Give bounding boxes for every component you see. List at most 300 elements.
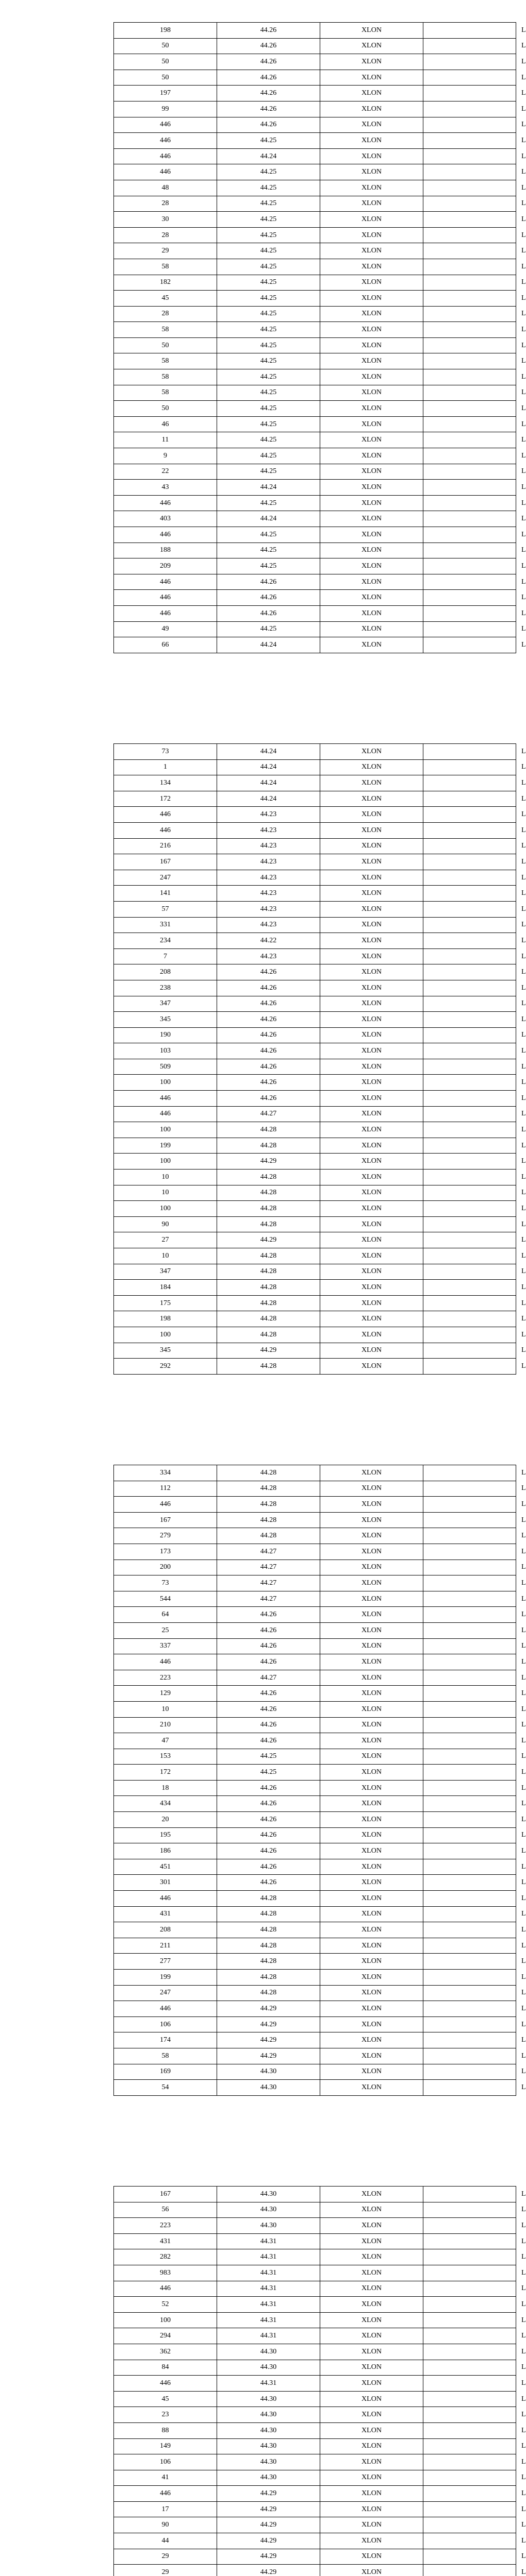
currency-cell: L <box>423 1512 516 1528</box>
table-row <box>114 1859 516 1875</box>
volume-cell: 90 <box>114 1216 217 1232</box>
currency-cell: L <box>423 1154 516 1170</box>
price-cell: 44.26 <box>217 980 320 996</box>
venue-cell: XLON <box>320 306 423 322</box>
table-row <box>114 543 516 558</box>
currency-cell: L <box>423 2565 516 2576</box>
table-row <box>114 448 516 464</box>
currency-cell: L <box>423 1232 516 1248</box>
venue-cell: XLON <box>320 854 423 870</box>
currency-cell: L <box>423 464 516 480</box>
table-row <box>114 511 516 527</box>
price-cell: 44.29 <box>217 2048 320 2064</box>
volume-cell: 174 <box>114 2032 217 2048</box>
currency-cell: L <box>423 1859 516 1875</box>
venue-cell: XLON <box>320 385 423 401</box>
venue-cell: XLON <box>320 1780 423 1796</box>
venue-cell: XLON <box>320 180 423 196</box>
venue-cell: XLON <box>320 1859 423 1875</box>
price-cell: 44.28 <box>217 1185 320 1201</box>
venue-cell: XLON <box>320 2533 423 2549</box>
price-cell: 44.24 <box>217 511 320 527</box>
currency-cell: L <box>423 543 516 558</box>
price-cell: 44.23 <box>217 886 320 902</box>
volume-cell: 10 <box>114 1185 217 1201</box>
venue-cell: XLON <box>320 980 423 996</box>
price-cell: 44.28 <box>217 1216 320 1232</box>
venue-cell: XLON <box>320 2360 423 2376</box>
table-row <box>114 621 516 637</box>
currency-cell: L <box>423 306 516 322</box>
price-cell: 44.25 <box>217 353 320 369</box>
table-row <box>114 2001 516 2017</box>
venue-cell: XLON <box>320 2001 423 2017</box>
currency-cell: L <box>423 574 516 590</box>
volume-cell: 172 <box>114 791 217 807</box>
currency-cell: L <box>423 791 516 807</box>
volume-cell: 347 <box>114 1264 217 1280</box>
venue-cell: XLON <box>320 1138 423 1154</box>
currency-cell: L <box>423 964 516 980</box>
price-cell: 44.27 <box>217 1560 320 1575</box>
currency-cell: L <box>423 38 516 54</box>
table-row <box>114 101 516 117</box>
table-row <box>114 1622 516 1638</box>
venue-cell: XLON <box>320 1796 423 1812</box>
volume-cell: 347 <box>114 996 217 1012</box>
volume-cell: 446 <box>114 1497 217 1513</box>
venue-cell: XLON <box>320 2422 423 2438</box>
venue-cell: XLON <box>320 1591 423 1607</box>
currency-cell: L <box>423 322 516 338</box>
currency-cell: L <box>423 1201 516 1217</box>
currency-cell: L <box>423 1954 516 1970</box>
volume-cell: 446 <box>114 1891 217 1907</box>
venue-cell: XLON <box>320 1970 423 1986</box>
venue-cell: XLON <box>320 1185 423 1201</box>
currency-cell: L <box>423 2328 516 2344</box>
venue-cell: XLON <box>320 1280 423 1296</box>
venue-cell: XLON <box>320 23 423 39</box>
volume-cell: 983 <box>114 2265 217 2281</box>
volume-cell: 446 <box>114 527 217 543</box>
price-cell: 44.31 <box>217 2312 320 2328</box>
volume-cell: 199 <box>114 1970 217 1986</box>
price-cell: 44.28 <box>217 1280 320 1296</box>
table-row <box>114 416 516 432</box>
volume-cell: 446 <box>114 2001 217 2017</box>
table-row <box>114 1248 516 1264</box>
currency-cell: L <box>423 1638 516 1654</box>
table-row <box>114 1985 516 2001</box>
currency-cell: L <box>423 2202 516 2218</box>
volume-cell: 247 <box>114 870 217 886</box>
currency-cell: L <box>423 2486 516 2502</box>
venue-cell: XLON <box>320 1544 423 1560</box>
table-row <box>114 1906 516 1922</box>
table-row <box>114 2565 516 2576</box>
currency-cell: L <box>423 275 516 291</box>
volume-cell: 27 <box>114 1232 217 1248</box>
price-cell: 44.29 <box>217 2565 320 2576</box>
table-row <box>114 2048 516 2064</box>
currency-cell: L <box>423 2501 516 2517</box>
currency-cell: L <box>423 1843 516 1859</box>
venue-cell: XLON <box>320 621 423 637</box>
table-row <box>114 854 516 870</box>
table-row <box>114 2249 516 2265</box>
currency-cell: L <box>423 1827 516 1843</box>
trades-table-body <box>114 23 526 653</box>
table-row <box>114 590 516 606</box>
volume-cell: 41 <box>114 2470 217 2486</box>
trades-table-4 <box>113 2186 526 2576</box>
table-row <box>114 2407 516 2423</box>
volume-cell: 10 <box>114 1701 217 1717</box>
table-row <box>114 2312 516 2328</box>
price-cell: 44.25 <box>217 464 320 480</box>
volume-cell: 362 <box>114 2344 217 2360</box>
currency-cell: L <box>423 23 516 39</box>
table-row <box>114 2265 516 2281</box>
table-row <box>114 744 516 760</box>
venue-cell: XLON <box>320 1891 423 1907</box>
currency-cell: L <box>423 1670 516 1686</box>
volume-cell: 99 <box>114 101 217 117</box>
currency-cell: L <box>423 870 516 886</box>
venue-cell: XLON <box>320 2407 423 2423</box>
price-cell: 44.25 <box>217 558 320 574</box>
table-row <box>114 1216 516 1232</box>
price-cell: 44.23 <box>217 948 320 964</box>
currency-cell: L <box>423 2281 516 2297</box>
currency-cell: L <box>423 180 516 196</box>
price-cell: 44.30 <box>217 2422 320 2438</box>
venue-cell: XLON <box>320 822 423 838</box>
venue-cell: XLON <box>320 101 423 117</box>
price-cell: 44.25 <box>217 432 320 448</box>
price-cell: 44.25 <box>217 243 320 259</box>
table-row <box>114 2470 516 2486</box>
price-cell: 44.25 <box>217 212 320 228</box>
table-row <box>114 1154 516 1170</box>
currency-cell: L <box>423 385 516 401</box>
volume-cell: 58 <box>114 322 217 338</box>
volume-cell: 403 <box>114 511 217 527</box>
price-cell: 44.23 <box>217 854 320 870</box>
price-cell: 44.26 <box>217 1780 320 1796</box>
currency-cell: L <box>423 353 516 369</box>
venue-cell: XLON <box>320 2344 423 2360</box>
price-cell: 44.26 <box>217 996 320 1012</box>
table-row <box>114 2032 516 2048</box>
venue-cell: XLON <box>320 448 423 464</box>
table-row <box>114 2549 516 2565</box>
volume-cell: 509 <box>114 1059 217 1075</box>
venue-cell: XLON <box>320 1843 423 1859</box>
price-cell: 44.28 <box>217 1906 320 1922</box>
price-cell: 44.28 <box>217 1528 320 1544</box>
table-row <box>114 38 516 54</box>
currency-cell: L <box>423 917 516 933</box>
volume-cell: 52 <box>114 2297 217 2313</box>
table-row <box>114 1733 516 1749</box>
price-cell: 44.28 <box>217 1264 320 1280</box>
currency-cell: L <box>423 2312 516 2328</box>
venue-cell: XLON <box>320 1170 423 1185</box>
volume-cell: 50 <box>114 401 217 417</box>
table-row <box>114 996 516 1012</box>
table-row <box>114 2080 516 2096</box>
price-cell: 44.24 <box>217 759 320 775</box>
currency-cell: L <box>423 1796 516 1812</box>
currency-cell: L <box>423 1922 516 1938</box>
volume-cell: 190 <box>114 1027 217 1043</box>
table-row <box>114 1043 516 1059</box>
volume-cell: 29 <box>114 2565 217 2576</box>
price-cell: 44.24 <box>217 744 320 760</box>
price-cell: 44.26 <box>217 1701 320 1717</box>
currency-cell: L <box>423 1280 516 1296</box>
currency-cell: L <box>423 1497 516 1513</box>
volume-cell: 44 <box>114 2533 217 2549</box>
table-row <box>114 1544 516 1560</box>
venue-cell: XLON <box>320 1622 423 1638</box>
volume-cell: 100 <box>114 1075 217 1091</box>
price-cell: 44.27 <box>217 1106 320 1122</box>
currency-cell: L <box>423 2032 516 2048</box>
venue-cell: XLON <box>320 917 423 933</box>
venue-cell: XLON <box>320 1248 423 1264</box>
table-row <box>114 306 516 322</box>
venue-cell: XLON <box>320 1497 423 1513</box>
trades-table-body <box>114 2187 526 2576</box>
price-cell: 44.23 <box>217 807 320 823</box>
venue-cell: XLON <box>320 1938 423 1954</box>
price-cell: 44.31 <box>217 2233 320 2249</box>
table-row <box>114 1359 516 1375</box>
price-cell: 44.31 <box>217 2265 320 2281</box>
venue-cell: XLON <box>320 948 423 964</box>
price-cell: 44.25 <box>217 275 320 291</box>
volume-cell: 46 <box>114 416 217 432</box>
table-row <box>114 480 516 496</box>
venue-cell: XLON <box>320 2438 423 2454</box>
price-cell: 44.25 <box>217 527 320 543</box>
currency-cell: L <box>423 2016 516 2032</box>
currency-cell: L <box>423 1043 516 1059</box>
table-row <box>114 2486 516 2502</box>
price-cell: 44.23 <box>217 917 320 933</box>
currency-cell: L <box>423 2080 516 2096</box>
price-cell: 44.25 <box>217 416 320 432</box>
venue-cell: XLON <box>320 1465 423 1481</box>
currency-cell: L <box>423 259 516 275</box>
table-row <box>114 1654 516 1670</box>
volume-cell: 446 <box>114 574 217 590</box>
venue-cell: XLON <box>320 1985 423 2001</box>
venue-cell: XLON <box>320 243 423 259</box>
table-row <box>114 838 516 854</box>
price-cell: 44.29 <box>217 2486 320 2502</box>
volume-cell: 301 <box>114 1875 217 1891</box>
table-row <box>114 1970 516 1986</box>
price-cell: 44.24 <box>217 148 320 164</box>
volume-cell: 73 <box>114 744 217 760</box>
table-row <box>114 901 516 917</box>
currency-cell: L <box>423 2517 516 2533</box>
currency-cell: L <box>423 933 516 949</box>
price-cell: 44.28 <box>217 1122 320 1138</box>
price-cell: 44.29 <box>217 2549 320 2565</box>
price-cell: 44.30 <box>217 2344 320 2360</box>
price-cell: 44.26 <box>217 1843 320 1859</box>
volume-cell: 279 <box>114 1528 217 1544</box>
venue-cell: XLON <box>320 1481 423 1497</box>
currency-cell: L <box>423 1780 516 1796</box>
volume-cell: 134 <box>114 775 217 791</box>
table-row <box>114 1122 516 1138</box>
volume-cell: 58 <box>114 259 217 275</box>
table-row <box>114 1765 516 1781</box>
currency-cell: L <box>423 148 516 164</box>
volume-cell: 47 <box>114 1733 217 1749</box>
currency-cell: L <box>423 2422 516 2438</box>
price-cell: 44.25 <box>217 1765 320 1781</box>
venue-cell: XLON <box>320 1343 423 1359</box>
volume-cell: 25 <box>114 1622 217 1638</box>
volume-cell: 446 <box>114 495 217 511</box>
price-cell: 44.25 <box>217 1749 320 1765</box>
table-row <box>114 1280 516 1296</box>
venue-cell: XLON <box>320 2486 423 2502</box>
table-row <box>114 1780 516 1796</box>
volume-cell: 216 <box>114 838 217 854</box>
table-row <box>114 637 516 653</box>
currency-cell: L <box>423 822 516 838</box>
venue-cell: XLON <box>320 1059 423 1075</box>
table-row <box>114 1607 516 1623</box>
volume-cell: 84 <box>114 2360 217 2376</box>
volume-cell: 198 <box>114 23 217 39</box>
volume-cell: 56 <box>114 2202 217 2218</box>
volume-cell: 197 <box>114 86 217 101</box>
price-cell: 44.26 <box>217 574 320 590</box>
volume-cell: 211 <box>114 1938 217 1954</box>
table-row <box>114 1091 516 1107</box>
volume-cell: 446 <box>114 1654 217 1670</box>
venue-cell: XLON <box>320 133 423 149</box>
volume-cell: 28 <box>114 306 217 322</box>
currency-cell: L <box>423 369 516 385</box>
volume-cell: 209 <box>114 558 217 574</box>
price-cell: 44.28 <box>217 1248 320 1264</box>
currency-cell: L <box>423 196 516 212</box>
table-row <box>114 980 516 996</box>
currency-cell: L <box>423 117 516 133</box>
currency-cell: L <box>423 1528 516 1544</box>
currency-cell: L <box>423 1311 516 1327</box>
venue-cell: XLON <box>320 401 423 417</box>
price-cell: 44.25 <box>217 259 320 275</box>
table-row <box>114 948 516 964</box>
volume-cell: 64 <box>114 1607 217 1623</box>
venue-cell: XLON <box>320 1043 423 1059</box>
venue-cell: XLON <box>320 1091 423 1107</box>
venue-cell: XLON <box>320 996 423 1012</box>
currency-cell: L <box>423 2454 516 2470</box>
volume-cell: 446 <box>114 807 217 823</box>
volume-cell: 141 <box>114 886 217 902</box>
volume-cell: 20 <box>114 1812 217 1828</box>
price-cell: 44.26 <box>217 605 320 621</box>
table-row <box>114 917 516 933</box>
volume-cell: 182 <box>114 275 217 291</box>
currency-cell: L <box>423 558 516 574</box>
table-row <box>114 2533 516 2549</box>
currency-cell: L <box>423 1359 516 1375</box>
currency-cell: L <box>423 448 516 464</box>
price-cell: 44.31 <box>217 2376 320 2392</box>
price-cell: 44.30 <box>217 2470 320 2486</box>
venue-cell: XLON <box>320 2048 423 2064</box>
price-cell: 44.25 <box>217 448 320 464</box>
currency-cell: L <box>423 243 516 259</box>
price-cell: 44.26 <box>217 38 320 54</box>
price-cell: 44.25 <box>217 180 320 196</box>
volume-cell: 247 <box>114 1985 217 2001</box>
volume-cell: 100 <box>114 1154 217 1170</box>
table-row <box>114 2297 516 2313</box>
table-row <box>114 1701 516 1717</box>
currency-cell: L <box>423 86 516 101</box>
currency-cell: L <box>423 838 516 854</box>
table-row <box>114 791 516 807</box>
table-row <box>114 275 516 291</box>
price-cell: 44.26 <box>217 1796 320 1812</box>
venue-cell: XLON <box>320 870 423 886</box>
venue-cell: XLON <box>320 38 423 54</box>
volume-cell: 337 <box>114 1638 217 1654</box>
currency-cell: L <box>423 1701 516 1717</box>
volume-cell: 45 <box>114 2391 217 2407</box>
price-cell: 44.29 <box>217 1154 320 1170</box>
currency-cell: L <box>423 1327 516 1343</box>
price-cell: 44.26 <box>217 101 320 117</box>
currency-cell: L <box>423 2470 516 2486</box>
price-cell: 44.26 <box>217 1043 320 1059</box>
currency-cell: L <box>423 1733 516 1749</box>
table-row <box>114 1686 516 1702</box>
volume-cell: 129 <box>114 1686 217 1702</box>
currency-cell: L <box>423 590 516 606</box>
price-cell: 44.26 <box>217 1075 320 1091</box>
price-cell: 44.28 <box>217 1954 320 1970</box>
price-cell: 44.30 <box>217 2438 320 2454</box>
currency-cell: L <box>423 1891 516 1907</box>
venue-cell: XLON <box>320 2265 423 2281</box>
table-row <box>114 574 516 590</box>
volume-cell: 186 <box>114 1843 217 1859</box>
price-cell: 44.23 <box>217 901 320 917</box>
table-row <box>114 870 516 886</box>
price-cell: 44.26 <box>217 1733 320 1749</box>
price-cell: 44.26 <box>217 590 320 606</box>
currency-cell: L <box>423 744 516 760</box>
volume-cell: 73 <box>114 1575 217 1591</box>
table-row <box>114 2517 516 2533</box>
venue-cell: XLON <box>320 322 423 338</box>
